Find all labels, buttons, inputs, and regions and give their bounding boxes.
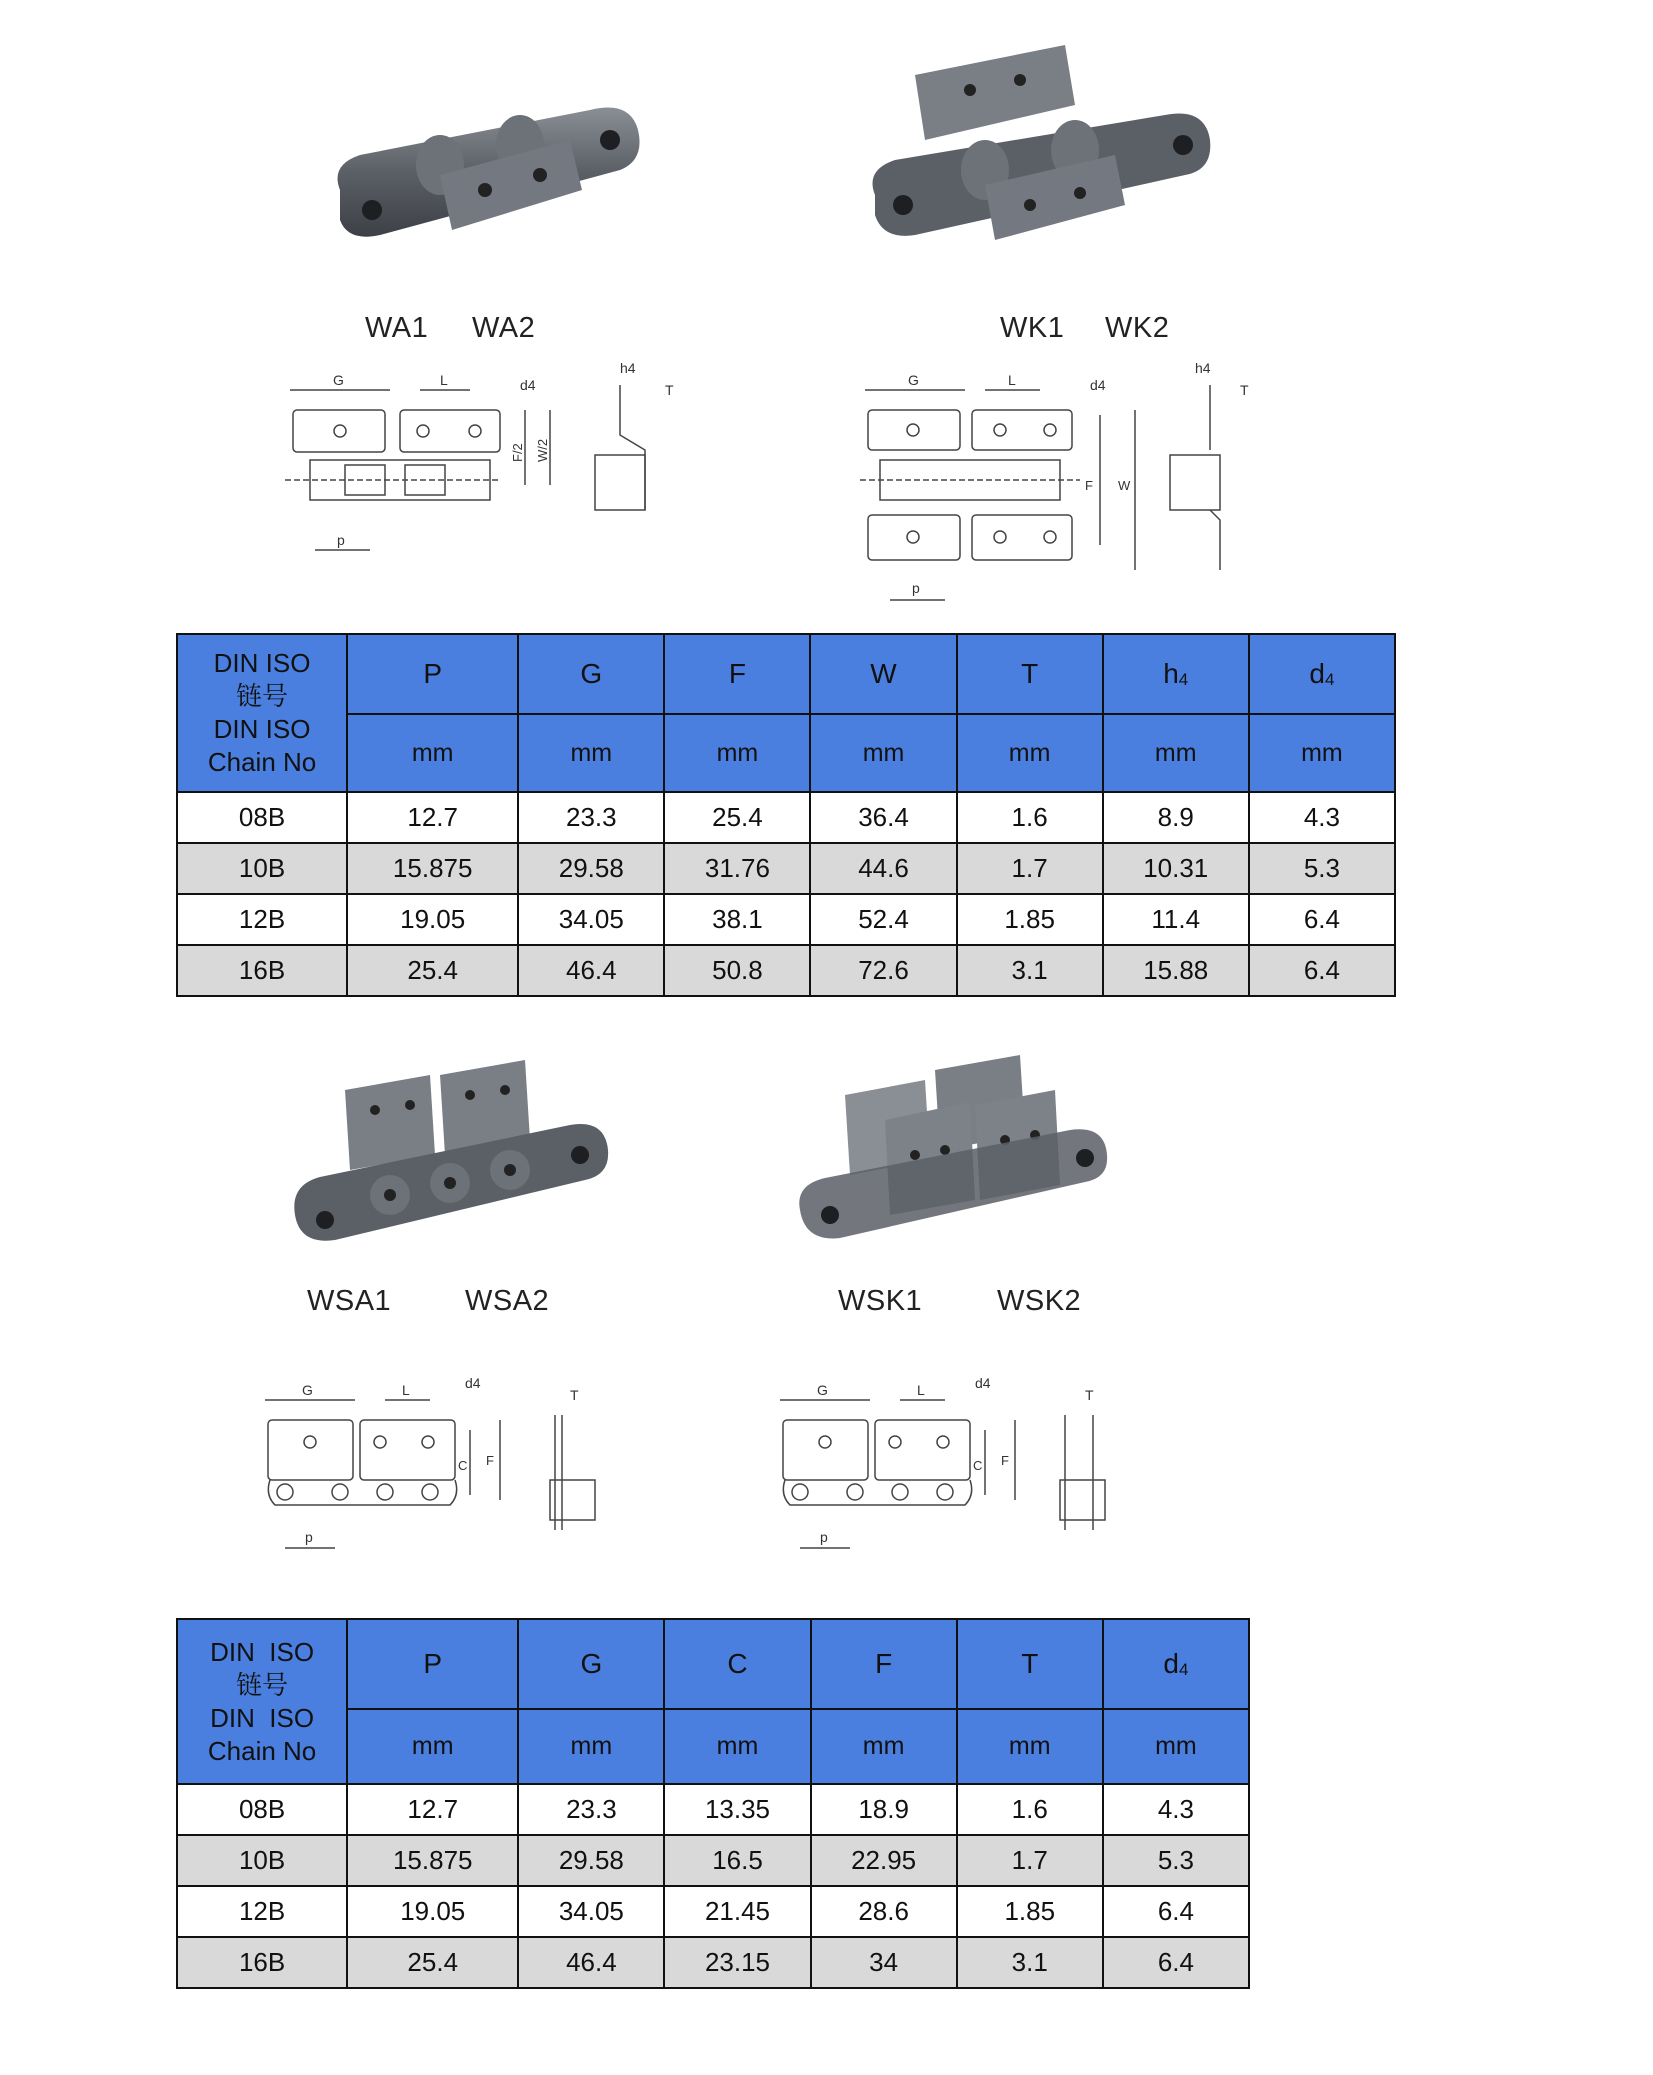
unit-cell: mm — [347, 1709, 518, 1784]
col-header-g: G — [518, 634, 664, 714]
label-wsa2: WSA2 — [465, 1285, 550, 1317]
unit-cell: mm — [664, 714, 810, 792]
unit-cell: mm — [1103, 714, 1249, 792]
wsa-chain-photo — [290, 1055, 610, 1255]
svg-text:d4: d4 — [465, 1375, 481, 1391]
label-wsk1: WSK1 — [838, 1285, 923, 1317]
svg-text:G: G — [333, 372, 344, 388]
table-cell: 50.8 — [664, 945, 810, 996]
table-cell: 52.4 — [810, 894, 956, 945]
table-cell: 38.1 — [664, 894, 810, 945]
unit-cell: mm — [810, 714, 956, 792]
table-cell: 46.4 — [518, 945, 664, 996]
svg-text:T: T — [570, 1387, 579, 1403]
svg-text:d4: d4 — [520, 377, 536, 393]
col-header-p: P — [347, 1619, 518, 1709]
svg-text:d4: d4 — [1090, 377, 1106, 393]
table-cell: 34.05 — [518, 1886, 664, 1937]
svg-text:G: G — [908, 372, 919, 388]
wa-chain-photo — [320, 70, 660, 270]
unit-cell: mm — [957, 714, 1103, 792]
svg-text:p: p — [912, 580, 920, 596]
table-cell: 16B — [177, 945, 347, 996]
svg-text:h4: h4 — [620, 360, 636, 376]
unit-cell: mm — [664, 1709, 810, 1784]
svg-text:L: L — [917, 1382, 925, 1398]
table-cell: 16B — [177, 1937, 347, 1988]
col-header-f: F — [664, 634, 810, 714]
unit-cell: mm — [811, 1709, 957, 1784]
label-wa1: WA1 — [365, 312, 429, 344]
table-cell: 1.6 — [957, 1784, 1103, 1835]
svg-text:d4: d4 — [975, 1375, 991, 1391]
svg-text:p: p — [305, 1529, 313, 1545]
table-cell: 1.85 — [957, 1886, 1103, 1937]
unit-cell: mm — [1103, 1709, 1249, 1784]
svg-text:p: p — [337, 532, 345, 548]
unit-cell: mm — [1249, 714, 1395, 792]
wk-chain-photo — [865, 45, 1215, 275]
table-cell: 22.95 — [811, 1835, 957, 1886]
table-cell: 31.76 — [664, 843, 810, 894]
table-row — [177, 843, 1395, 894]
table-cell: 12B — [177, 894, 347, 945]
table-cell: 12.7 — [347, 792, 518, 843]
svg-text:G: G — [302, 1382, 313, 1398]
svg-text:C: C — [458, 1458, 468, 1473]
wa-technical-drawing — [285, 355, 685, 575]
table-cell: 23.3 — [518, 792, 664, 843]
table-cell: 72.6 — [810, 945, 956, 996]
table-cell: 44.6 — [810, 843, 956, 894]
col-header-p: P — [347, 634, 518, 714]
table-cell: 16.5 — [664, 1835, 810, 1886]
table-cell: 25.4 — [347, 1937, 518, 1988]
svg-text:W: W — [1118, 478, 1131, 493]
table-cell: 3.1 — [957, 945, 1103, 996]
col-header-g: G — [518, 1619, 664, 1709]
table-cell: 18.9 — [811, 1784, 957, 1835]
svg-text:L: L — [440, 372, 448, 388]
chain-no-header: DIN ISO 链号 DIN ISO Chain No — [177, 634, 347, 792]
col-header-w: W — [810, 634, 956, 714]
spec-table-1 — [176, 633, 1396, 997]
table-cell: 5.3 — [1249, 843, 1395, 894]
col-header-t: T — [957, 634, 1103, 714]
table-cell: 46.4 — [518, 1937, 664, 1988]
table-cell: 19.05 — [347, 894, 518, 945]
unit-cell: mm — [957, 1709, 1103, 1784]
table-cell: 12.7 — [347, 1784, 518, 1835]
chain-no-header: DIN ISO 链号 DIN ISO Chain No — [177, 1619, 347, 1784]
table-cell: 28.6 — [811, 1886, 957, 1937]
col-header-t: T — [957, 1619, 1103, 1709]
spec-table-2 — [176, 1618, 1250, 1989]
table-cell: 15.875 — [347, 1835, 518, 1886]
svg-text:W/2: W/2 — [535, 438, 550, 462]
table-cell: 08B — [177, 792, 347, 843]
table-cell: 25.4 — [664, 792, 810, 843]
table-cell: 6.4 — [1249, 945, 1395, 996]
col-header-d4: $d_4$ — [1249, 634, 1395, 714]
table-cell: 1.85 — [957, 894, 1103, 945]
table-cell: 13.35 — [664, 1784, 810, 1835]
table-row — [177, 894, 1395, 945]
svg-text:h4: h4 — [1195, 360, 1211, 376]
unit-cell: mm — [518, 1709, 664, 1784]
table-cell: 36.4 — [810, 792, 956, 843]
col-header-c: C — [664, 1619, 810, 1709]
svg-text:F: F — [1085, 478, 1093, 493]
table-row — [177, 1886, 1249, 1937]
table-cell: 1.6 — [957, 792, 1103, 843]
table-row — [177, 1784, 1249, 1835]
col-header-f: F — [811, 1619, 957, 1709]
table-cell: 6.4 — [1103, 1886, 1249, 1937]
unit-cell: mm — [518, 714, 664, 792]
svg-text:G: G — [817, 1382, 828, 1398]
table-cell: 34 — [811, 1937, 957, 1988]
table-cell: 4.3 — [1103, 1784, 1249, 1835]
svg-text:C: C — [973, 1458, 983, 1473]
svg-text:L: L — [1008, 372, 1016, 388]
svg-text:p: p — [820, 1529, 828, 1545]
table-cell: 4.3 — [1249, 792, 1395, 843]
table-cell: 15.875 — [347, 843, 518, 894]
table-cell: 25.4 — [347, 945, 518, 996]
wk-technical-drawing — [860, 355, 1260, 615]
table-cell: 34.05 — [518, 894, 664, 945]
table-row — [177, 945, 1395, 996]
svg-text:T: T — [665, 382, 674, 398]
table-cell: 11.4 — [1103, 894, 1249, 945]
svg-text:F/2: F/2 — [510, 443, 525, 462]
table-row — [177, 1835, 1249, 1886]
table-cell: 08B — [177, 1784, 347, 1835]
table-cell: 10B — [177, 1835, 347, 1886]
unit-cell: mm — [347, 714, 518, 792]
table-cell: 6.4 — [1249, 894, 1395, 945]
col-header-d4: $d_4$ — [1103, 1619, 1249, 1709]
table-cell: 29.58 — [518, 1835, 664, 1886]
svg-text:L: L — [402, 1382, 410, 1398]
label-wsk2: WSK2 — [997, 1285, 1082, 1317]
table-cell: 5.3 — [1103, 1835, 1249, 1886]
table-cell: 6.4 — [1103, 1937, 1249, 1988]
table-cell: 10B — [177, 843, 347, 894]
table-cell: 29.58 — [518, 843, 664, 894]
col-header-h4: $h_4$ — [1103, 634, 1249, 714]
table-cell: 21.45 — [664, 1886, 810, 1937]
label-wsa1: WSA1 — [307, 1285, 392, 1317]
label-wk1: WK1 — [1000, 312, 1065, 344]
table-cell: 12B — [177, 1886, 347, 1937]
svg-text:T: T — [1085, 1387, 1094, 1403]
table-cell: 23.3 — [518, 1784, 664, 1835]
table-cell: 15.88 — [1103, 945, 1249, 996]
wsk-chain-photo — [795, 1050, 1115, 1250]
table-cell: 23.15 — [664, 1937, 810, 1988]
table-cell: 10.31 — [1103, 843, 1249, 894]
wsa-technical-drawing — [260, 1370, 640, 1570]
table-row — [177, 1937, 1249, 1988]
table-cell: 3.1 — [957, 1937, 1103, 1988]
label-wk2: WK2 — [1105, 312, 1170, 344]
table-cell: 1.7 — [957, 843, 1103, 894]
svg-text:T: T — [1240, 382, 1249, 398]
wsk-technical-drawing — [775, 1370, 1155, 1570]
svg-text:F: F — [1001, 1453, 1009, 1468]
label-wa2: WA2 — [472, 312, 536, 344]
svg-text:F: F — [486, 1453, 494, 1468]
table-cell: 19.05 — [347, 1886, 518, 1937]
table-cell: 8.9 — [1103, 792, 1249, 843]
table-row — [177, 792, 1395, 843]
table-cell: 1.7 — [957, 1835, 1103, 1886]
